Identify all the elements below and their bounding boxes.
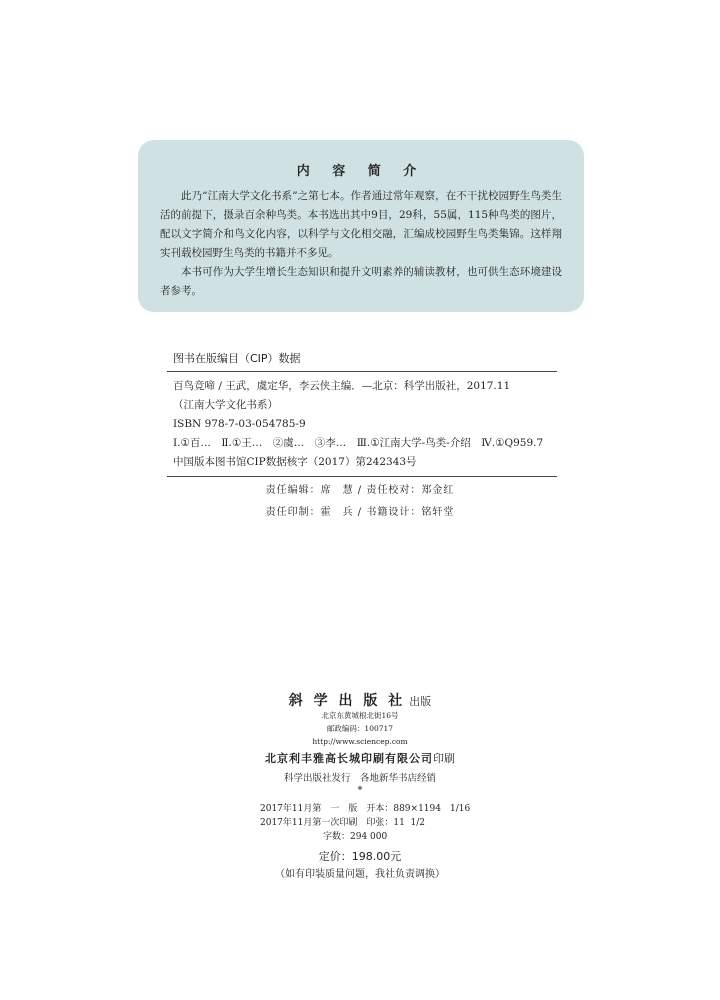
edition-line: 字数：294 000 [260,832,388,842]
cip-data-block [173,377,557,472]
publisher-website: http://www.sciencep.com [312,737,408,746]
cip-heading: 图书在版编目（CIP）数据 [173,352,301,365]
summary-title: 内 容 简 介 [296,164,426,179]
distribution-line: 科学出版社发行 各地新华书店经销 [283,773,436,784]
cip-line: （江南大学文化书系） [173,399,278,411]
separator-star: * [357,785,363,796]
edition-line: 2017年11月第一次印刷 印张：11 1/2 [260,818,426,828]
edition-line: 2017年11月第 一 版 开本：889×1194 1/16 [260,804,471,814]
publisher-postcode: 邮政编码：100717 [326,724,394,733]
cip-top-rule [167,371,557,372]
printer-line [0,750,720,766]
credits-line-1: 责任编辑：席 慧 / 责任校对：郑金红 [265,485,455,496]
publisher-name: 斜 学 出 版 社 [288,693,406,709]
printer-name: 北京利丰雅高长城印刷有限公司 [265,752,433,765]
cip-line: 百鸟竞啼 / 王武，虞定华，李云侠主编．—北京：科学出版社，2017.11 [173,380,511,392]
price: 定价：198.00元 [318,850,402,863]
publisher-suffix: 出版 [409,695,432,708]
printer-suffix: 印刷 [433,752,455,765]
summary-paragraph-1: 此乃“江南大学文化书系”之第七本。作者通过常年观察，在不干扰校园野生鸟类生活的前提下，摄录百余种鸟类。本书选出其中9目，29科，55属，115种鸟类的图片，配以文字简介和鸟文化内容，以科学与文化相交融，汇编成校园野生鸟类集锦。这样翔实刊载校园野生鸟类的书籍并不多见。 [160,190,562,259]
credits-line-2: 责任印制：霍 兵 / 书籍设计：铭轩堂 [265,507,455,518]
quality-note: （如有印装质量问题，我社负责调换） [275,869,445,880]
publisher-line [0,690,720,710]
publisher-address: 北京东黄城根北街16号 [321,711,399,720]
cip-line: Ⅰ.①百… Ⅱ.①王… ②虞… ③李… Ⅲ.①江南大学-鸟类-介绍 Ⅳ.①Q959.7 [173,437,544,449]
summary-paragraph-2: 本书可作为大学生增长生态知识和提升文明素养的辅读教材，也可供生态环境建设者参考。 [160,266,562,297]
cip-line: 中国版本图书馆CIP数据核字（2017）第242343号 [173,456,417,468]
cip-line: ISBN 978-7-03-054785-9 [173,418,306,430]
edition-block [260,802,470,844]
content-summary-box [138,140,584,312]
cip-bottom-rule [167,476,557,477]
